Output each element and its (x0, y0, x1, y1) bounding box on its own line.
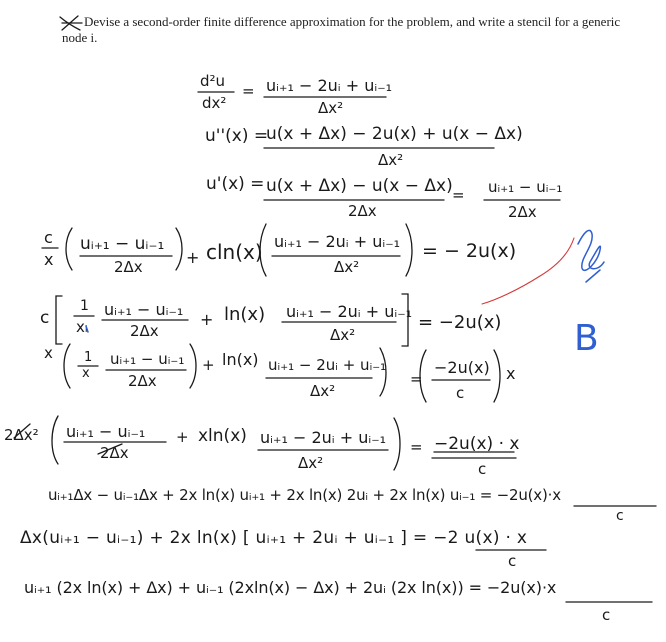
eq6-paren3-r (494, 350, 500, 402)
eq6-xd: x (82, 366, 90, 381)
eq6-num: uᵢ₊₁ − uᵢ₋₁ (110, 350, 185, 368)
eq5-bracket-r (402, 294, 408, 346)
eq6-x: x (44, 344, 53, 362)
eq7-den: 2Δx (100, 444, 129, 462)
eq2-den: Δx² (378, 151, 404, 169)
eq7-2dx-strike (98, 444, 122, 454)
eq8-den: c (616, 508, 624, 524)
eq7-dx2-strike (14, 424, 30, 438)
eq6-eq: = (410, 370, 423, 388)
eq4-paren2-l (260, 224, 266, 276)
eq4-num2: uᵢ₊₁ − 2uᵢ + uᵢ₋₁ (274, 232, 401, 251)
eq1-lhs-den: dx² (202, 94, 227, 112)
eq1-lhs-num: d²u (200, 72, 226, 90)
eq7-pre: 2Δx² (4, 426, 39, 444)
eq6-one: 1 (84, 350, 93, 365)
eq6-plus: + (202, 356, 215, 374)
eq9: Δx(uᵢ₊₁ − uᵢ₋₁) + 2x ln(x) [ uᵢ₊₁ + 2uᵢ + uᵢ₋₁ ] = −2 u(x) · x (20, 528, 528, 548)
eq4-paren2-r (406, 224, 412, 276)
eq6-rnum: −2u(x) (434, 358, 490, 377)
eq4-cln: cln(x) (206, 240, 263, 264)
grader-scribble-icon (578, 230, 604, 282)
eq6-paren-l (64, 344, 70, 388)
eq7-xln: xln(x) (198, 426, 247, 446)
eq7-num2: uᵢ₊₁ − 2uᵢ + uᵢ₋₁ (260, 428, 387, 447)
eq7-num: uᵢ₊₁ − uᵢ₋₁ (66, 422, 146, 441)
eq5-num2: uᵢ₊₁ − 2uᵢ + uᵢ₋₁ (286, 302, 413, 321)
eq7-den2: Δx² (298, 454, 324, 472)
eq4-plus: + (186, 248, 200, 267)
eq6-paren3-l (420, 350, 426, 402)
eq3-num: u(x + Δx) − u(x − Δx) (266, 176, 453, 196)
grade-letter: B (574, 318, 599, 359)
eq5-rhs: = −2u(x) (418, 312, 502, 333)
eq6-rden: c (456, 384, 465, 402)
eq3-num2: uᵢ₊₁ − uᵢ₋₁ (488, 178, 563, 196)
eq8: uᵢ₊₁Δx − uᵢ₋₁Δx + 2x ln(x) uᵢ₊₁ + 2x ln(x) 2uᵢ + 2x ln(x) uᵢ₋₁ = −2u(x)·x (48, 486, 561, 504)
eq4-paren-r (176, 228, 182, 270)
eq9-den: c (508, 552, 517, 570)
eq5-xi-blue-tick (86, 326, 88, 332)
eq6-num2: uᵢ₊₁ − 2uᵢ + uᵢ₋₁ (268, 356, 387, 374)
eq5-bracket-l (56, 296, 62, 344)
eq6-den: 2Δx (128, 372, 157, 390)
eq1-den: Δx² (318, 99, 344, 117)
eq5-c: c (40, 308, 50, 328)
eq1-num: uᵢ₊₁ − 2uᵢ + uᵢ₋₁ (266, 76, 393, 95)
eq5-den: 2Δx (130, 322, 159, 340)
eq4-den: 2Δx (114, 258, 143, 276)
eq7-paren2-r (394, 418, 400, 470)
eq2-lhs: u''(x) = (205, 126, 269, 146)
eq4-rhs: = − 2u(x) (422, 240, 517, 262)
eq4-x: x (44, 250, 54, 269)
eq5-den2: Δx² (330, 326, 356, 344)
eq6-rx: x (506, 364, 516, 383)
eq3-eq: = (452, 186, 465, 204)
problem-text: Devise a second-order finite difference approximation for the problem, and write a stencil for a generic node i. (62, 14, 621, 45)
eq5-num: uᵢ₊₁ − uᵢ₋₁ (104, 300, 184, 319)
eq6-paren2-r (380, 348, 386, 396)
eq3-den: 2Δx (348, 202, 377, 220)
eq7-paren-l (52, 416, 58, 464)
eq6-den2: Δx² (310, 382, 336, 400)
eq7-plus: + (176, 428, 189, 446)
eq4-c: c (44, 228, 53, 247)
grader-red-check-icon (482, 238, 574, 304)
eq3-lhs: u'(x) = (206, 174, 265, 194)
eq5-ln: ln(x) (224, 304, 266, 325)
eq4-den2: Δx² (334, 258, 360, 276)
eq7-rnum: −2u(x) · x (434, 434, 520, 454)
eq6-paren-r (190, 344, 196, 388)
eq5-xi: xᵢ (76, 318, 88, 336)
eq1-eq: = (242, 82, 255, 100)
eq4-num: uᵢ₊₁ − uᵢ₋₁ (80, 234, 165, 254)
eq6-ln: ln(x) (222, 350, 259, 369)
eq5-plus: + (200, 310, 214, 329)
eq2-num: u(x + Δx) − 2u(x) + u(x − Δx) (266, 124, 523, 144)
eq10: uᵢ₊₁ (2x ln(x) + Δx) + uᵢ₋₁ (2xln(x) − Δx) + 2uᵢ (2x ln(x)) = −2u(x)·x (24, 578, 557, 597)
eq4-paren-l (66, 228, 72, 270)
eq3-den2: 2Δx (508, 203, 537, 221)
eq10-den: c (602, 606, 611, 624)
eq7-eq: = (410, 438, 423, 456)
eq7-rden: c (478, 460, 487, 478)
eq5-one: 1 (80, 298, 89, 314)
